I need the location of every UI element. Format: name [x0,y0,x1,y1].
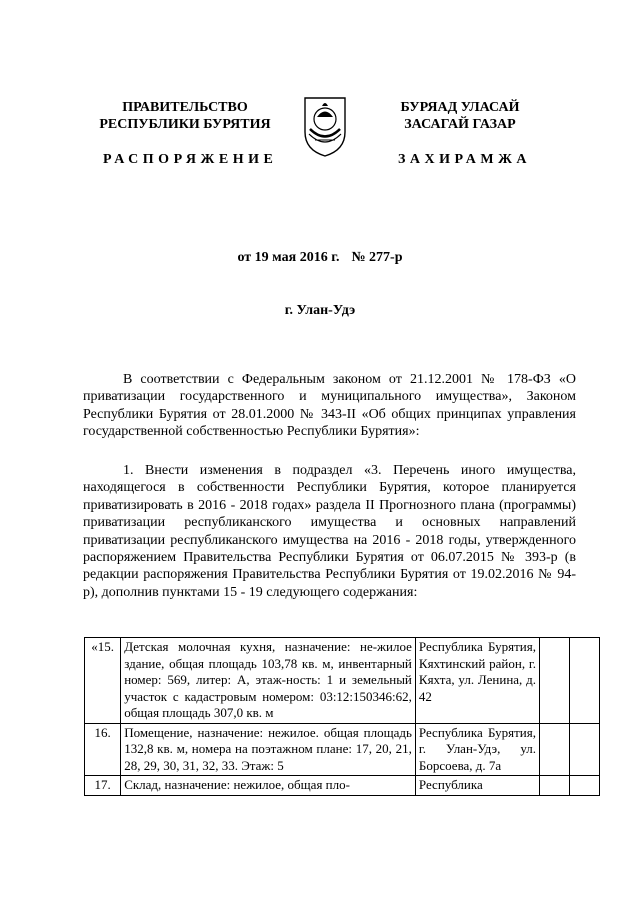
doc-type-ru: РАСПОРЯЖЕНИЕ [103,152,278,167]
buryatia-coat-of-arms-icon [300,92,350,158]
government-name-bua-line1: БУРЯАД УЛАСАЙ [400,100,520,115]
property-description: Склад, назначение: нежилое, общая пло- [121,776,416,796]
property-description: Детская молочная кухня, назначение: не-жилое здание, общая площадь 103,78 кв. м, инвентарный номер: 569, литер: А, этаж-ность: 1 и земельный участок с кадастровым номером: 03:12:150346:62, общая площадь 307,0 кв. м [121,638,416,724]
government-name-bua-line2: ЗАСАГАЙ ГАЗАР [404,117,516,132]
empty-cell [569,723,599,776]
document-city: г. Улан-Удэ [284,303,356,318]
property-address: Республика Бурятия, Кяхтинский район, г. Кяхта, ул. Ленина, д. 42 [415,638,539,724]
empty-cell [540,776,570,796]
document-number: № 277-р [351,250,403,265]
row-number: «15. [85,638,121,724]
table-row [85,638,600,724]
government-name-ru-line2: РЕСПУБЛИКИ БУРЯТИЯ [99,117,271,132]
preamble-paragraph: В соответствии с Федеральным законом от 21.12.2001 № 178-ФЗ «О приватизации государственного и муниципального имущества», Законом Республики Бурятия от 28.01.2000 № 343-II «Об общих принципах управления государственной собственностью Республики Бурятия»: [83,372,576,440]
row-number: 17. [85,776,121,796]
property-address: Республика Бурятия, г. Улан-Удэ, ул. Борсоева, д. 7а [415,723,539,776]
empty-cell [569,638,599,724]
empty-cell [540,638,570,724]
government-name-ru-line1: ПРАВИТЕЛЬСТВО [122,100,248,115]
table-row [85,776,600,796]
row-number: 16. [85,723,121,776]
empty-cell [540,723,570,776]
property-address: Республика [415,776,539,796]
date-number-line [0,250,640,266]
property-table [84,637,600,796]
property-description: Помещение, назначение: нежилое. общая площадь 132,8 кв. м, номера на поэтажном плане: 17, 20, 21, 28, 29, 30, 31, 32, 33. Этаж: 5 [121,723,416,776]
document-date: от 19 мая 2016 г. [237,250,340,265]
clause-1-paragraph: 1. Внести изменения в подраздел «3. Перечень иного имущества, находящегося в собственности Республики Бурятия, которое планируется приватизировать в 2016 - 2018 годах» раздела II Прогнозного плана (программы) приватизации республиканского имущества и основных направлений приватизации республиканского имущества на 2016 - 2018 годы, утвержденного распоряжением Правительства Республики Бурятия от 06.07.2015 № 393-р (в редакции распоряжения Правительства Республики Бурятия от 19.02.2016 № 94-р), дополнив пунктами 15 - 19 следующего содержания: [83,463,576,600]
empty-cell [569,776,599,796]
government-name-ru [80,99,290,133]
table-row [85,723,600,776]
government-name-bua [360,99,560,133]
doc-type-bua: ЗАХИРАМЖА [398,152,532,167]
